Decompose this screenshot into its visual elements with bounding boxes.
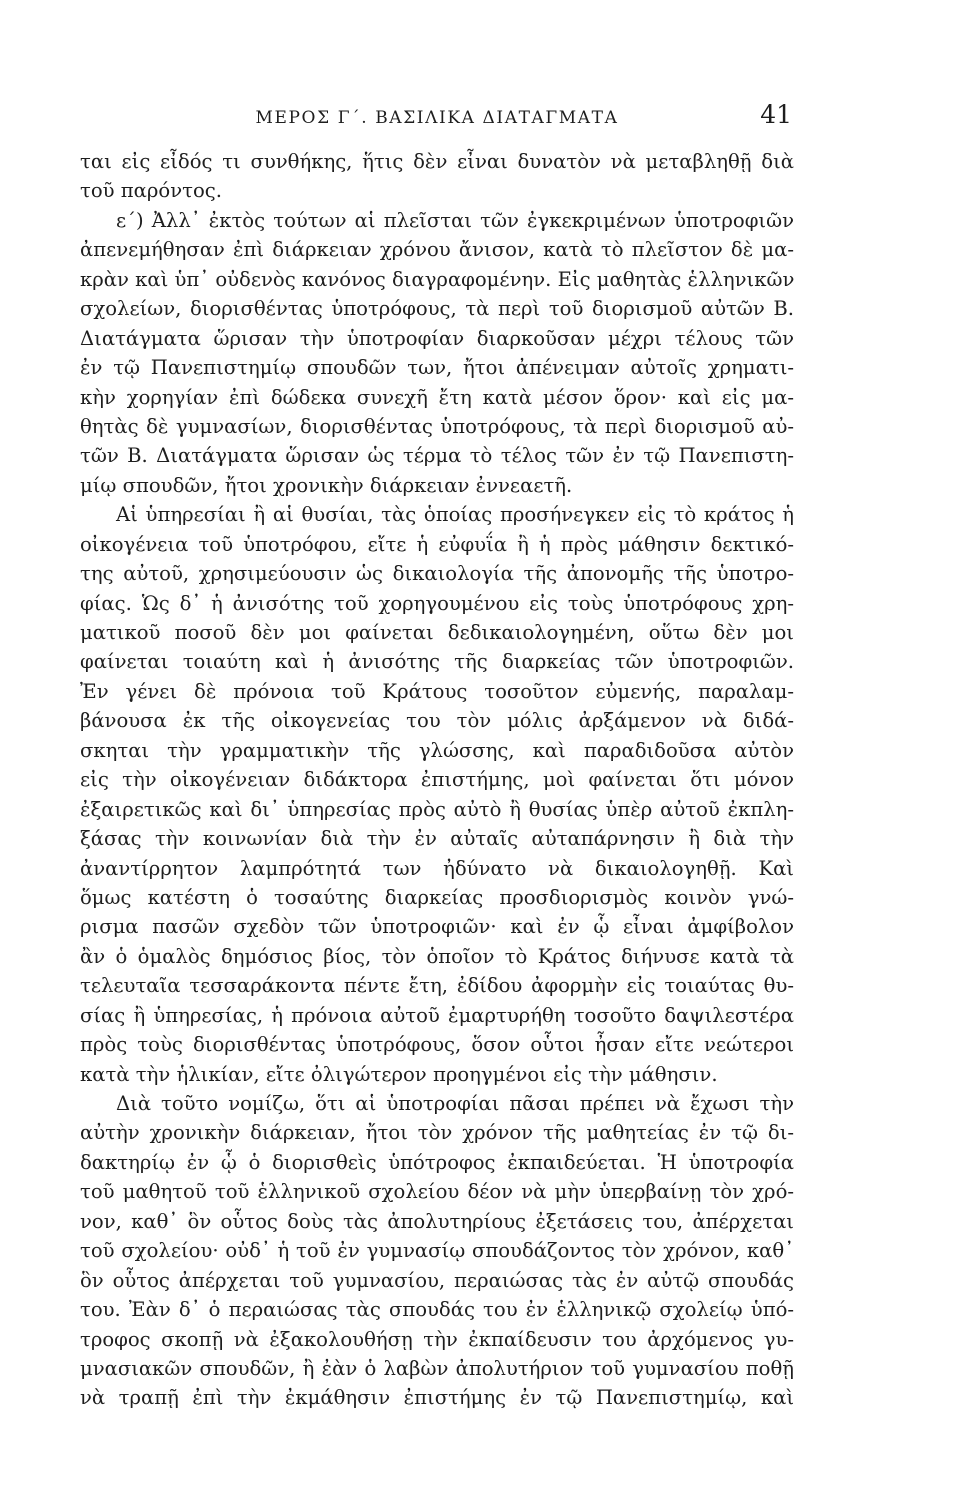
text-line: τοῦ σχολείου· οὐδ᾽ ἡ τοῦ ἐν γυμνασίῳ σπουδάζοντος τὸν χρόνον, καθ᾽ (80, 1239, 794, 1263)
text-line: ται εἰς εἶδός τι συνθήκης, ἥτις δὲν εἶναι δυνατὸν νὰ μεταβληθῇ διὰ (80, 150, 794, 173)
text-line: τοῦ μαθητοῦ τοῦ ἑλληνικοῦ σχολείου δέον νὰ μὴν ὑπερβαίνῃ τὸν χρό- (80, 1180, 794, 1204)
text-line: ὅμως κατέστη ὁ τοσαύτης διαρκείας προσδιορισμὸς κοινὸν γνώ- (80, 885, 794, 909)
text-line: τῶν Β. Διατάγματα ὥρισαν ὡς τέρμα τὸ τέλος τῶν ἐν τῷ Πανεπιστη- (80, 444, 794, 468)
body-text (80, 147, 794, 1413)
text-line: ἀπενεμήθησαν ἐπὶ διάρκειαν χρόνου ἄνισον, κατὰ τὸ πλεῖστον δὲ μα- (80, 238, 794, 262)
text-line: σχολείων, διορισθέντας ὑποτρόφους, τὰ περὶ τοῦ διορισμοῦ αὐτῶν Β. (80, 297, 794, 321)
text-line: πρὸς τοὺς διορισθέντας ὑποτρόφους, ὅσον οὗτοι ἦσαν εἴτε νεώτεροι (80, 1033, 794, 1057)
text-line: μίῳ σπουδῶν, ἤτοι χρονικὴν διάρκειαν ἐννεαετῆ. (80, 473, 573, 497)
text-line: Ἐν γένει δὲ πρόνοια τοῦ Κράτους τοσοῦτον εὐμενής, παραλαμ- (80, 679, 794, 703)
text-line: κατὰ τὴν ἡλικίαν, εἴτε ὀλιγώτερον προηγμένοι εἰς τὴν μάθησιν. (80, 1062, 718, 1086)
text-line: αὐτὴν χρονικὴν διάρκειαν, ἤτοι τὸν χρόνον τῆς μαθητείας ἐν τῷ δι- (80, 1121, 794, 1145)
text-line: Διὰ τοῦτο νομίζω, ὅτι αἱ ὑποτροφίαι πᾶσαι πρέπει νὰ ἔχωσι τὴν (116, 1092, 794, 1115)
text-line: ἀναντίρρητον λαμπρότητά των ἠδύνατο νὰ δικαιολογηθῇ. Καὶ (80, 856, 794, 880)
text-line: οἰκογένεια τοῦ ὑποτρόφου, εἴτε ἡ εὐφυΐα ἢ ἡ πρὸς μάθησιν δεκτικό- (80, 532, 794, 556)
text-line: κρὰν καὶ ὑπ᾽ οὐδενὸς κανόνος διαγραφομένην. Εἰς μαθητὰς ἑλληνικῶν (80, 267, 795, 291)
text-line: φίας. Ὡς δ᾽ ἡ ἀνισότης τοῦ χορηγουμένου εἰς τοὺς ὑποτρόφους χρη- (80, 591, 794, 615)
text-line: νον, καθ᾽ ὃν οὗτος δοὺς τὰς ἀπολυτηρίους ἐξετάσεις του, ἀπέρχεται (80, 1209, 794, 1233)
page-number: 41 (760, 100, 792, 129)
text-line: ἂν ὁ ὁμαλὸς δημόσιος βίος, τὸν ὁποῖον τὸ Κράτος διήνυσε κατὰ τὰ (80, 944, 794, 968)
text-line: ἐν τῷ Πανεπιστημίῳ σπουδῶν των, ἤτοι ἀπένειμαν αὐτοῖς χρηματι- (80, 356, 794, 380)
text-line: σκηται τὴν γραμματικὴν τῆς γλώσσης, καὶ παραδιδοῦσα αὐτὸν (80, 738, 794, 762)
text-line: τελευταῖα τεσσαράκοντα πέντε ἔτη, ἐδίδου ἀφορμὴν εἰς τοιαύτας θυ- (80, 974, 794, 998)
text-line: σίας ἢ ὑπηρεσίας, ἡ πρόνοια αὐτοῦ ἐμαρτυρήθη τοσοῦτο δαψιλεστέρα (80, 1003, 794, 1027)
page-header (80, 102, 794, 142)
text-line: ε΄) Ἀλλ᾽ ἐκτὸς τούτων αἱ πλεῖσται τῶν ἐγκεκριμένων ὑποτροφιῶν (116, 208, 794, 232)
text-line: θητὰς δὲ γυμνασίων, διορισθέντας ὑποτρόφους, τὰ περὶ διορισμοῦ αὐ- (80, 414, 794, 438)
text-line: ματικοῦ ποσοῦ δὲν μοι φαίνεται δεδικαιολογημένη, οὕτω δὲν μοι (80, 621, 794, 644)
text-line: ξάσας τὴν κοινωνίαν διὰ τὴν ἐν αὐταῖς αὐταπάρνησιν ἢ διὰ τὴν (80, 827, 794, 851)
text-line: νὰ τραπῇ ἐπὶ τὴν ἐκμάθησιν ἐπιστήμης ἐν τῷ Πανεπιστημίῳ, καὶ (80, 1386, 794, 1410)
text-line: φαίνεται τοιαύτη καὶ ἡ ἀνισότης τῆς διαρκείας τῶν ὑποτροφιῶν. (80, 650, 794, 674)
text-line: ἐξαιρετικῶς καὶ δι᾽ ὑπηρεσίας πρὸς αὐτὸ ἢ θυσίας ὑπὲρ αὐτοῦ ἐκπλη- (80, 797, 794, 821)
text-line: Αἱ ὑπηρεσίαι ἢ αἱ θυσίαι, τὰς ὁποίας προσήνεγκεν εἰς τὸ κράτος ἡ (116, 503, 794, 527)
text-line: ρισμα πασῶν σχεδὸν τῶν ὑποτροφιῶν· καὶ ἐν ᾧ εἶναι ἀμφίβολον (80, 915, 794, 939)
text-line: κὴν χορηγίαν ἐπὶ δώδεκα συνεχῆ ἔτη κατὰ μέσον ὅρον· καὶ εἰς μα- (80, 385, 794, 409)
text-line: Διατάγματα ὥρισαν τὴν ὑποτροφίαν διαρκοῦσαν μέχρι τέλους τῶν (80, 326, 794, 350)
text-line: δακτηρίῳ ἐν ᾧ ὁ διορισθεὶς ὑπότροφος ἐκπαιδεύεται. Ἡ ὑποτροφία (80, 1150, 794, 1174)
text-line: τροφος σκοπῇ νὰ ἐξακολουθήσῃ τὴν ἐκπαίδευσιν του ἀρχόμενος γυ- (80, 1327, 794, 1351)
text-line: τοῦ παρόντος. (80, 179, 222, 203)
text-line: του. Ἐὰν δ᾽ ὁ περαιώσας τὰς σπουδάς του ἐν ἑλληνικῷ σχολείῳ ὑπό- (80, 1298, 794, 1322)
text-line: βάνουσα ἐκ τῆς οἰκογενείας του τὸν μόλις ἀρξάμενον νὰ διδά- (80, 709, 794, 733)
text-line: ὃν οὗτος ἀπέρχεται τοῦ γυμνασίου, περαιώσας τὰς ἐν αὐτῷ σπουδάς (80, 1268, 794, 1292)
text-line: εἰς τὴν οἰκογένειαν διδάκτορα ἐπιστήμης, μοὶ φαίνεται ὅτι μόνον (80, 768, 794, 792)
text-line: μνασιακῶν σπουδῶν, ἢ ἐὰν ὁ λαβὼν ἀπολυτήριον τοῦ γυμνασίου ποθῇ (80, 1356, 794, 1380)
text-line: της αὐτοῦ, χρησιμεύουσιν ὡς δικαιολογία τῆς ἀπονομῆς τῆς ὑποτρο- (80, 562, 794, 586)
running-head: ΜΕΡΟΣ Γ΄. ΒΑΣΙΛΙΚΑ ΔΙΑΤΑΓΜΑΤΑ (255, 108, 619, 128)
